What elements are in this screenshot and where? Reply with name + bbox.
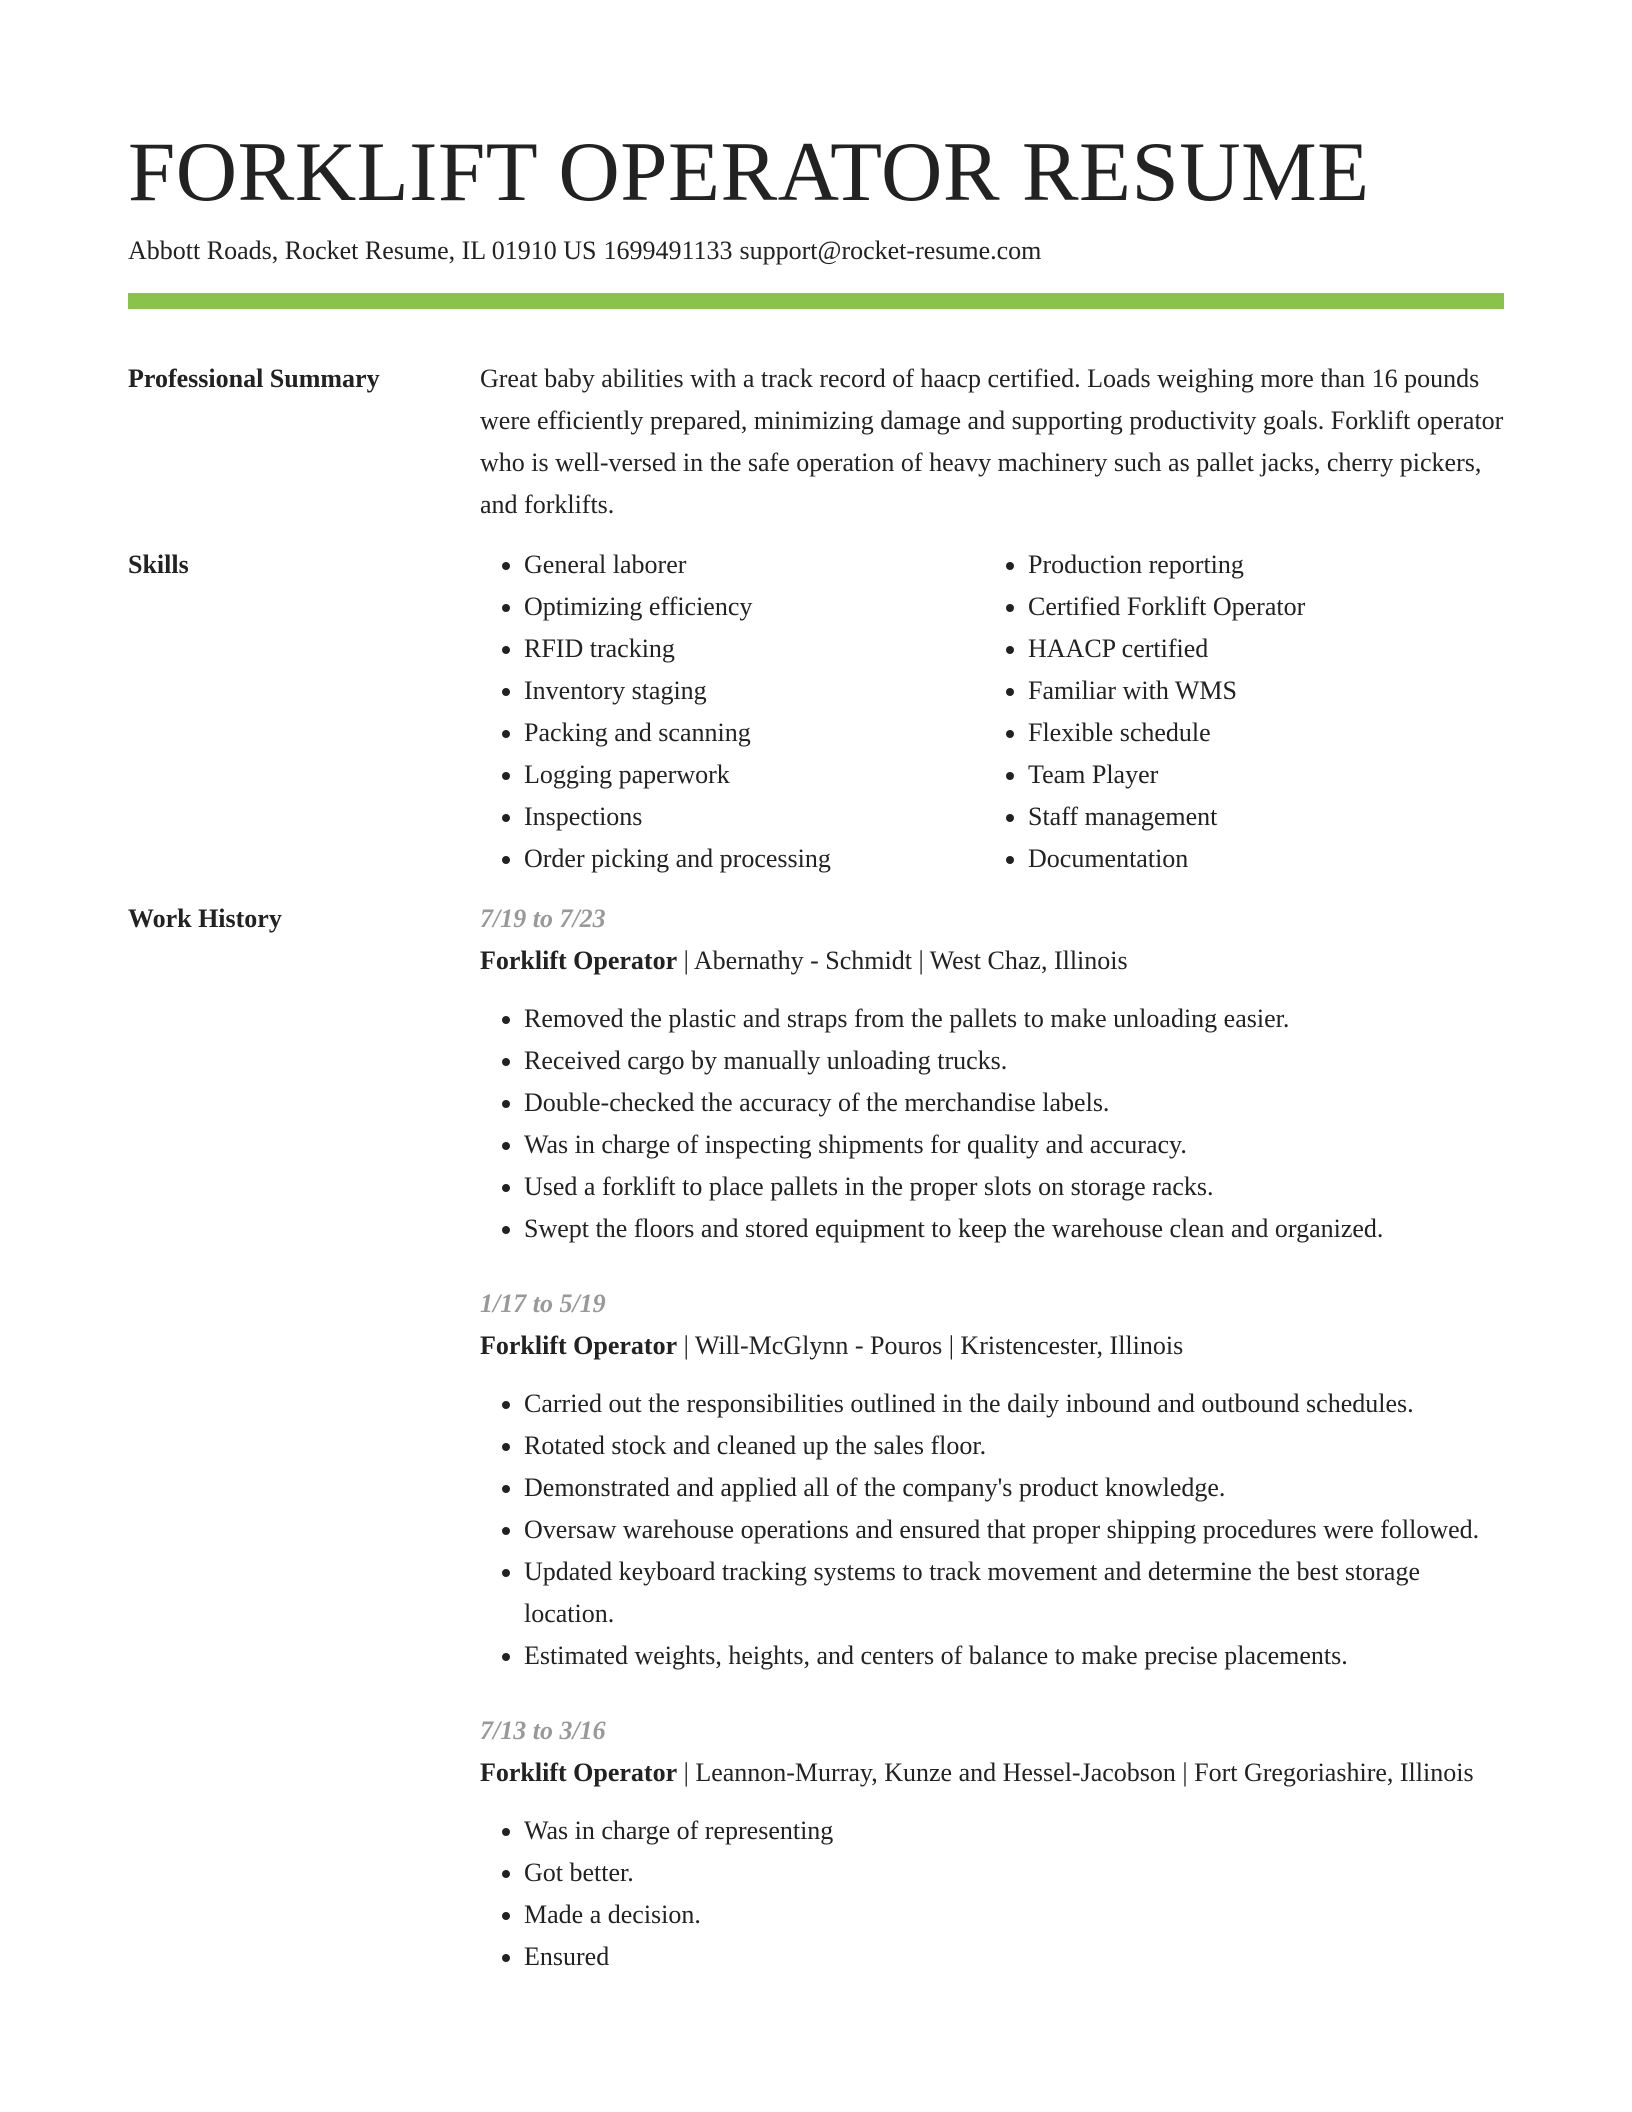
contact-phone: 1699491133 <box>603 236 733 265</box>
job-bullet: • Updated keyboard tracking systems to track movement and determine the best storage location. <box>524 1551 1504 1635</box>
job-bullet: • Double-checked the accuracy of the merchandise labels. <box>524 1082 1504 1124</box>
section-label-skills: Skills <box>128 550 189 579</box>
skill-item: • Inventory staging <box>524 670 984 712</box>
job-bullet: • Carried out the responsibilities outlined in the daily inbound and outbound schedules. <box>524 1383 1504 1425</box>
skill-item: • Packing and scanning <box>524 712 984 754</box>
work-history-body <box>480 898 1504 2011</box>
job-bullets <box>480 1383 1504 1677</box>
job-employer-location: | Abernathy - Schmidt | West Chaz, Illinois <box>677 946 1128 975</box>
job-title: Forklift Operator <box>480 946 678 975</box>
skills-section <box>128 544 1504 880</box>
contact-email[interactable]: support@rocket-resume.com <box>739 236 1042 265</box>
job-bullet: • Demonstrated and applied all of the company's product knowledge. <box>524 1467 1504 1509</box>
resume-title: FORKLIFT OPERATOR RESUME <box>128 125 1370 219</box>
job-bullet: • Ensured <box>524 1936 1504 1978</box>
skill-item: • Inspections <box>524 796 984 838</box>
professional-summary-section <box>128 358 1504 526</box>
job-title: Forklift Operator <box>480 1758 678 1787</box>
skill-item: • Familiar with WMS <box>1028 670 1488 712</box>
contact-address: Abbott Roads, Rocket Resume, IL 01910 US <box>128 236 597 265</box>
skill-item: • Order picking and processing <box>524 838 984 880</box>
header-divider <box>128 293 1504 309</box>
job-entry <box>480 1283 1504 1677</box>
job-employer-location: | Will-McGlynn - Pouros | Kristencester, Illinois <box>677 1331 1184 1360</box>
job-dates: 7/13 to 3/16 <box>480 1716 606 1745</box>
skill-item: • Staff management <box>1028 796 1488 838</box>
skill-item: • RFID tracking <box>524 628 984 670</box>
skill-item: • Optimizing efficiency <box>524 586 984 628</box>
skills-body <box>480 544 1504 880</box>
skill-item: • Flexible schedule <box>1028 712 1488 754</box>
skill-item: • Production reporting <box>1028 544 1488 586</box>
job-bullet: • Made a decision. <box>524 1894 1504 1936</box>
skill-item: • Logging paperwork <box>524 754 984 796</box>
job-entry <box>480 1710 1504 1978</box>
job-bullet: • Received cargo by manually unloading trucks. <box>524 1040 1504 1082</box>
skill-item: • General laborer <box>524 544 984 586</box>
job-bullet: • Got better. <box>524 1852 1504 1894</box>
job-bullet: • Rotated stock and cleaned up the sales floor. <box>524 1425 1504 1467</box>
section-label-work-history: Work History <box>128 904 282 933</box>
job-bullet: • Estimated weights, heights, and centers of balance to make precise placements. <box>524 1635 1504 1677</box>
job-bullet: • Oversaw warehouse operations and ensured that proper shipping procedures were followed. <box>524 1509 1504 1551</box>
job-heading <box>480 1325 1504 1367</box>
skill-item: • HAACP certified <box>1028 628 1488 670</box>
job-dates: 7/19 to 7/23 <box>480 904 606 933</box>
job-entry <box>480 898 1504 1250</box>
summary-text: Great baby abilities with a track record of haacp certified. Loads weighing more than 16 pounds were efficiently prepared, minimizing damage and supporting productivity goals. Forklift operator who is well-versed in the safe operation of heavy machinery such as pallet jacks, cherry pickers, and forklifts. <box>480 364 1504 519</box>
work-history-section <box>128 898 1504 2011</box>
skills-list-right <box>984 544 1488 880</box>
skill-item: • Certified Forklift Operator <box>1028 586 1488 628</box>
contact-line <box>128 234 1504 268</box>
job-heading <box>480 1752 1504 1794</box>
section-label-summary: Professional Summary <box>128 364 380 393</box>
job-heading <box>480 940 1504 982</box>
job-bullets <box>480 998 1504 1250</box>
job-bullet: • Swept the floors and stored equipment to keep the warehouse clean and organized. <box>524 1208 1504 1250</box>
skill-item: • Team Player <box>1028 754 1488 796</box>
resume-page <box>128 118 1504 2011</box>
job-bullet: • Removed the plastic and straps from the pallets to make unloading easier. <box>524 998 1504 1040</box>
job-dates: 1/17 to 5/19 <box>480 1289 606 1318</box>
skill-item: • Documentation <box>1028 838 1488 880</box>
job-employer-location: | Leannon-Murray, Kunze and Hessel-Jacobson | Fort Gregoriashire, Illinois <box>677 1758 1474 1787</box>
job-title: Forklift Operator <box>480 1331 678 1360</box>
job-bullet: • Was in charge of inspecting shipments for quality and accuracy. <box>524 1124 1504 1166</box>
job-bullets <box>480 1810 1504 1978</box>
job-bullet: • Used a forklift to place pallets in the proper slots on storage racks. <box>524 1166 1504 1208</box>
skills-list-left <box>480 544 984 880</box>
job-bullet: • Was in charge of representing <box>524 1810 1504 1852</box>
